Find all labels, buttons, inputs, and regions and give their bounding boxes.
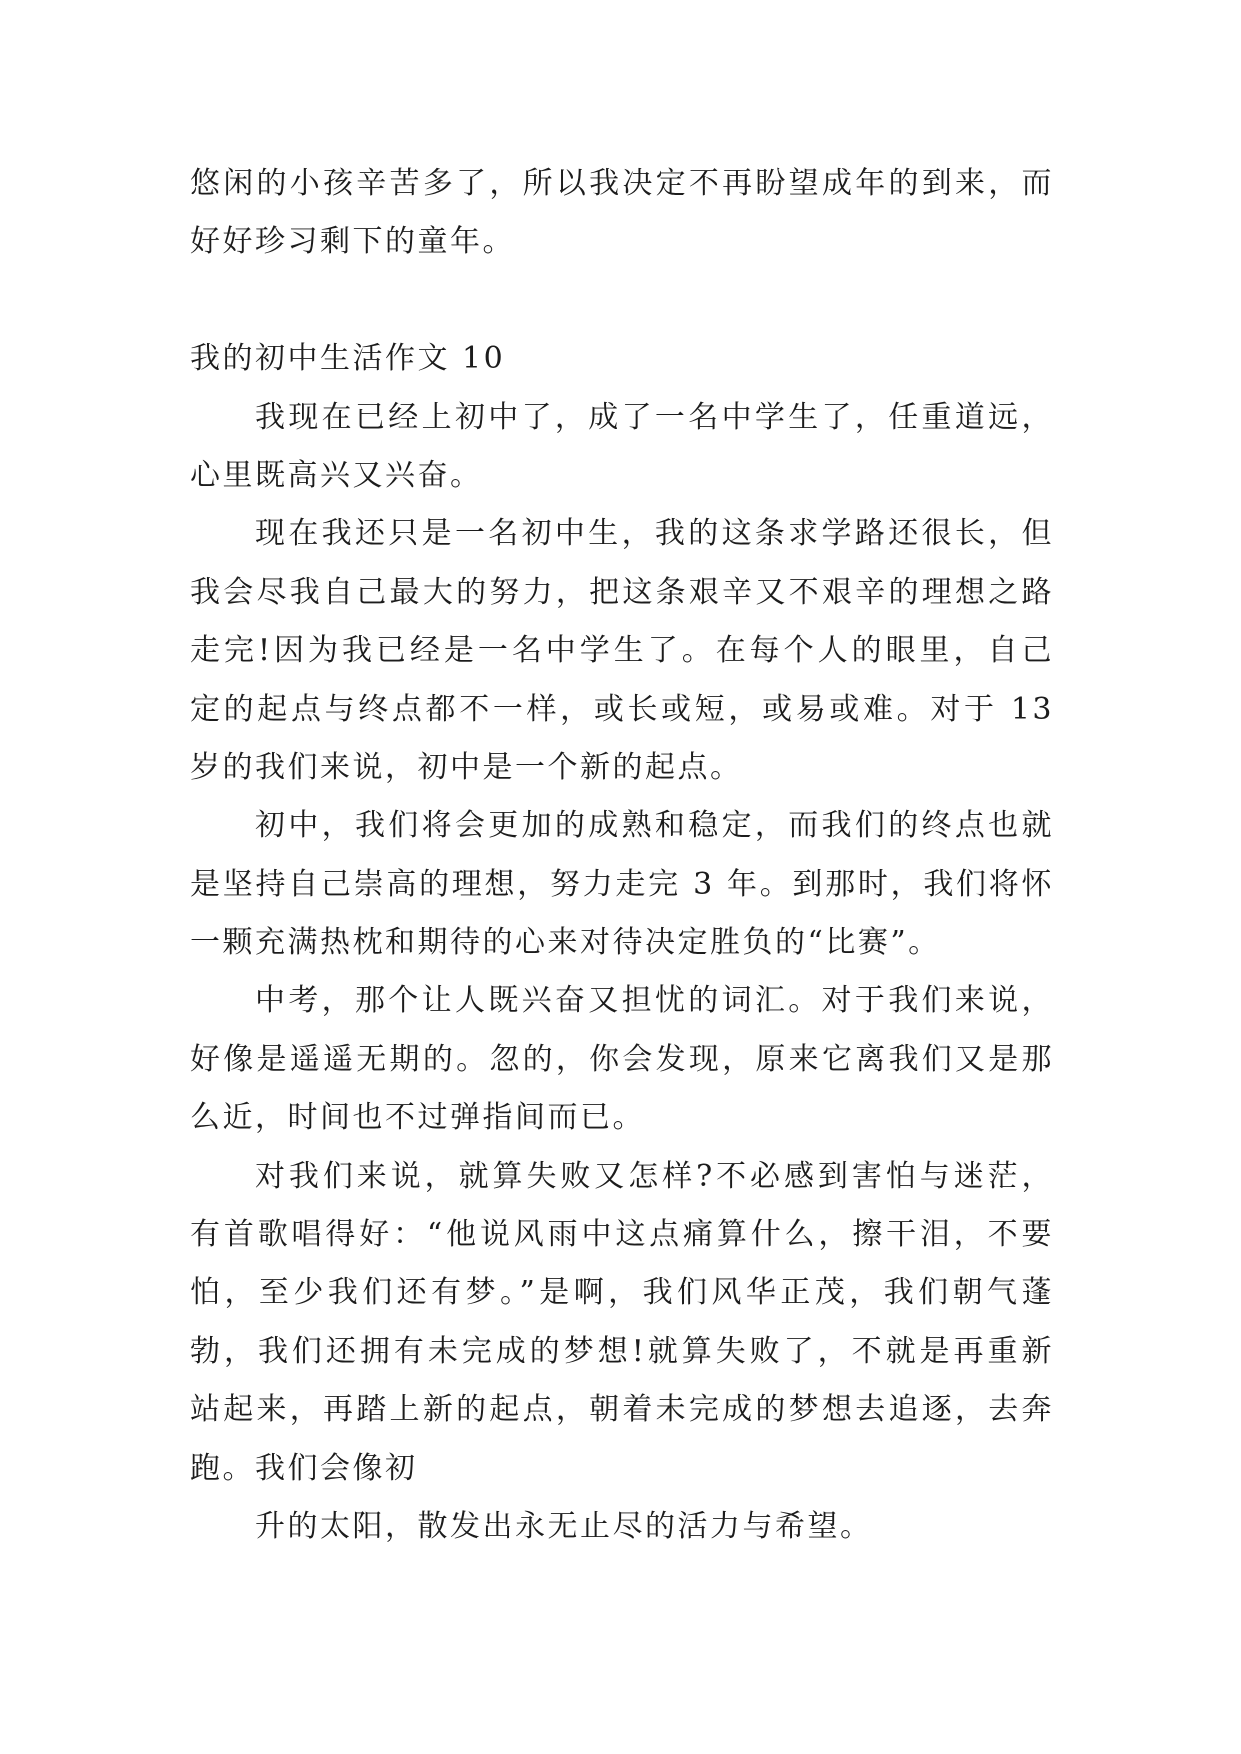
text-line: 岁的我们来说，初中是一个新的起点。 — [190, 749, 743, 785]
text-line: 怕，至少我们还有梦。”是啊，我们风华正茂，我们朝气蓬 — [190, 1275, 1054, 1311]
paragraph — [190, 1148, 1054, 1498]
text-line: 升的太阳，散发出永无止尽的活力与希望。 — [255, 1508, 873, 1544]
text-line: 么近，时间也不过弹指间而已。 — [190, 1100, 645, 1136]
text-line: 定的起点与终点都不一样，或长或短，或易或难。对于 13 — [190, 691, 1054, 727]
text-line: 站起来，再踏上新的起点，朝着未完成的梦想去追逐，去奔 — [190, 1392, 1054, 1428]
text-line: 悠闲的小孩辛苦多了，所以我决定不再盼望成年的到来，而 — [190, 166, 1054, 201]
text-line: 有首歌唱得好：“他说风雨中这点痛算什么，擦干泪，不要 — [190, 1217, 1054, 1253]
text-line: 初中，我们将会更加的成熟和稳定，而我们的终点也就 — [255, 808, 1054, 844]
text-line: 跑。我们会像初 — [190, 1450, 418, 1486]
paragraph — [190, 389, 1054, 506]
paragraph — [190, 797, 1054, 972]
text-line: 现在我还只是一名初中生，我的这条求学路还很长，但 — [255, 516, 1054, 552]
text-line: 好像是遥遥无期的。忽的，你会发现，原来它离我们又是那 — [190, 1041, 1054, 1077]
text-line: 好好珍习剩下的童年。 — [190, 224, 515, 260]
paragraph — [190, 972, 1054, 1147]
paragraph — [190, 1498, 1054, 1556]
text-line: 对我们来说，就算失败又怎样?不必感到害怕与迷茫， — [255, 1158, 1054, 1194]
document-page — [190, 155, 1054, 1556]
text-line: 我会尽我自己最大的努力，把这条艰辛又不艰辛的理想之路 — [190, 574, 1054, 610]
blank-line — [190, 272, 1054, 330]
text-line: 中考，那个让人既兴奋又担忧的词汇。对于我们来说， — [255, 983, 1054, 1019]
text-line: 勃，我们还拥有未完成的梦想!就算失败了，不就是再重新 — [190, 1333, 1054, 1369]
essay-title: 我的初中生活作文 10 — [190, 341, 506, 377]
text-line: 是坚持自己崇高的理想，努力走完 3 年。到那时，我们将怀 — [190, 866, 1054, 902]
intro-paragraph — [190, 155, 1054, 272]
text-line: 一颗充满热枕和期待的心来对待决定胜负的“比赛”。 — [190, 925, 941, 961]
text-line: 走完!因为我已经是一名中学生了。在每个人的眼里，自己 — [190, 633, 1054, 669]
paragraph — [190, 505, 1054, 797]
text-line: 我现在已经上初中了，成了一名中学生了，任重道远， — [255, 399, 1054, 435]
text-line: 心里既高兴又兴奋。 — [190, 457, 483, 493]
